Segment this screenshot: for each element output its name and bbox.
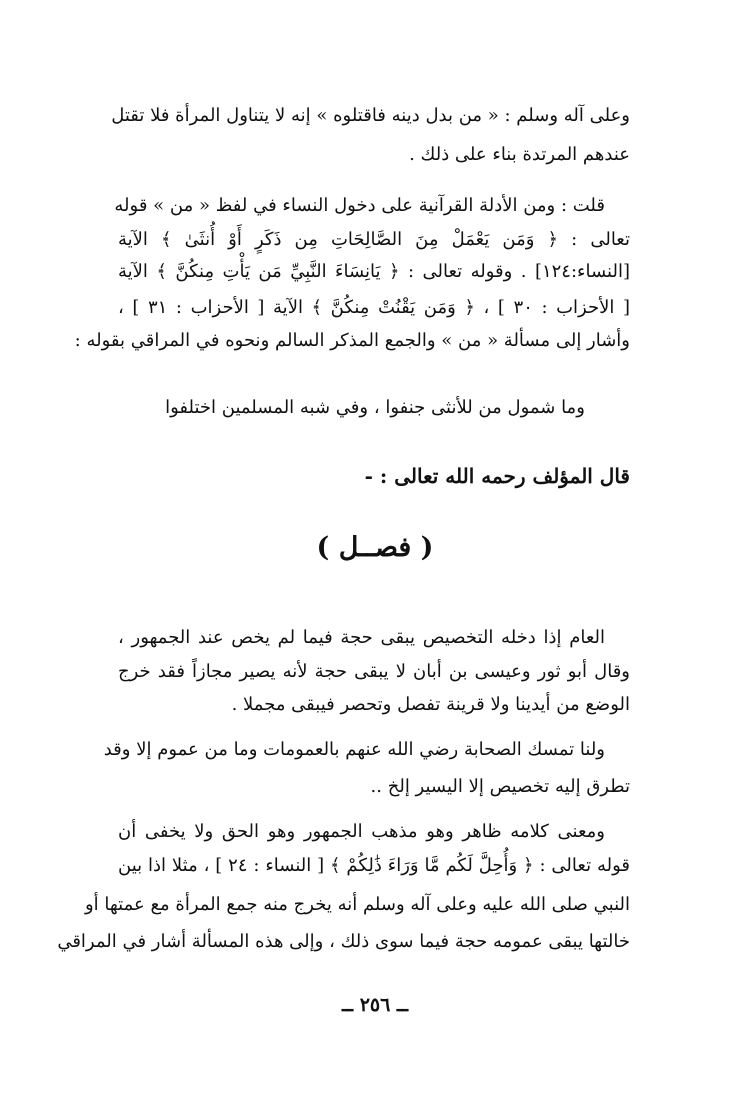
quran-verse-line: [ الأحزاب : ٣٠ ] ، ﴿ وَمَن يَقْنُتْ مِنكُنَّ ﴾ الآية [ الأحزاب : ٣١ ] ، bbox=[118, 297, 630, 318]
chapter-heading-fasl: ( فصــل ) bbox=[316, 532, 434, 563]
text-line: خالتها يبقى عمومه حجة فيما سوى ذلك ، وإلى هذه المسألة أشار في المراقي bbox=[57, 931, 630, 952]
text-line: وأشار إلى مسألة « من » والجمع المذكر السالم ونحوه في المراقي بقوله : bbox=[74, 330, 630, 351]
text-line: وعلى آله وسلم : « من بدل دينه فاقتلوه » إنه لا يتناول المرأة فلا تقتل bbox=[111, 105, 630, 126]
text-line: عندهم المرتدة بناء على ذلك . bbox=[409, 144, 630, 165]
paragraph-first-line: ومعنى كلامه ظاهر وهو مذهب الجمهور وهو الحق ولا يخفى أن bbox=[118, 821, 605, 842]
section-author-heading: قال المؤلف رحمه الله تعالى : - bbox=[364, 464, 630, 488]
paragraph-first-line: ولنا تمسك الصحابة رضي الله عنهم بالعمومات وما من عموم إلا وقد bbox=[103, 739, 605, 760]
text-line: الوضع من أيدينا ولا قرينة تفصل وتحصر فيبقى مجملا . bbox=[231, 694, 630, 715]
quran-verse-line: [النساء:١٢٤] . وقوله تعالى : ﴿ يَانِسَاءَ النَّبِيِّ مَن يَأْتِ مِنكُنَّ ﴾ الآية bbox=[118, 261, 630, 282]
text-line: تطرق إليه تخصيص إلا اليسير إلخ .. bbox=[370, 776, 630, 797]
paragraph-first-line: قلت : ومن الأدلة القرآنية على دخول النساء في لفظ « من » قوله bbox=[114, 195, 605, 216]
text-line: النبي صلى الله عليه وعلى آله وسلم أنه يخرج منه جمع المرأة مع عمتها أو bbox=[84, 894, 630, 915]
poetry-verse: وما شمول من للأنثى جنفوا ، وفي شبه المسلمين اختلفوا bbox=[165, 397, 585, 418]
page-number: ــ ٢٥٦ ــ bbox=[341, 994, 409, 1016]
paragraph-first-line: العام إذا دخله التخصيص يبقى حجة فيما لم يخص عند الجمهور ، bbox=[118, 627, 605, 648]
quran-verse-line: قوله تعالى : ﴿ وَأُحِلَّ لَكُم مَّا وَرَاءَ ذَٰلِكُمْ ﴾ [ النساء : ٢٤ ] ، مثلا اذا بين bbox=[118, 855, 630, 876]
quran-verse-line: تعالى : ﴿ وَمَن يَعْمَلْ مِنَ الصَّالِحَاتِ مِن ذَكَرٍ أَوْ أُنثَىٰ ﴾ الآية bbox=[118, 229, 630, 250]
text-line: وقال أبو ثور وعيسى بن أبان لا يبقى حجة لأنه يصير مجازاً فقد خرج bbox=[118, 661, 630, 682]
